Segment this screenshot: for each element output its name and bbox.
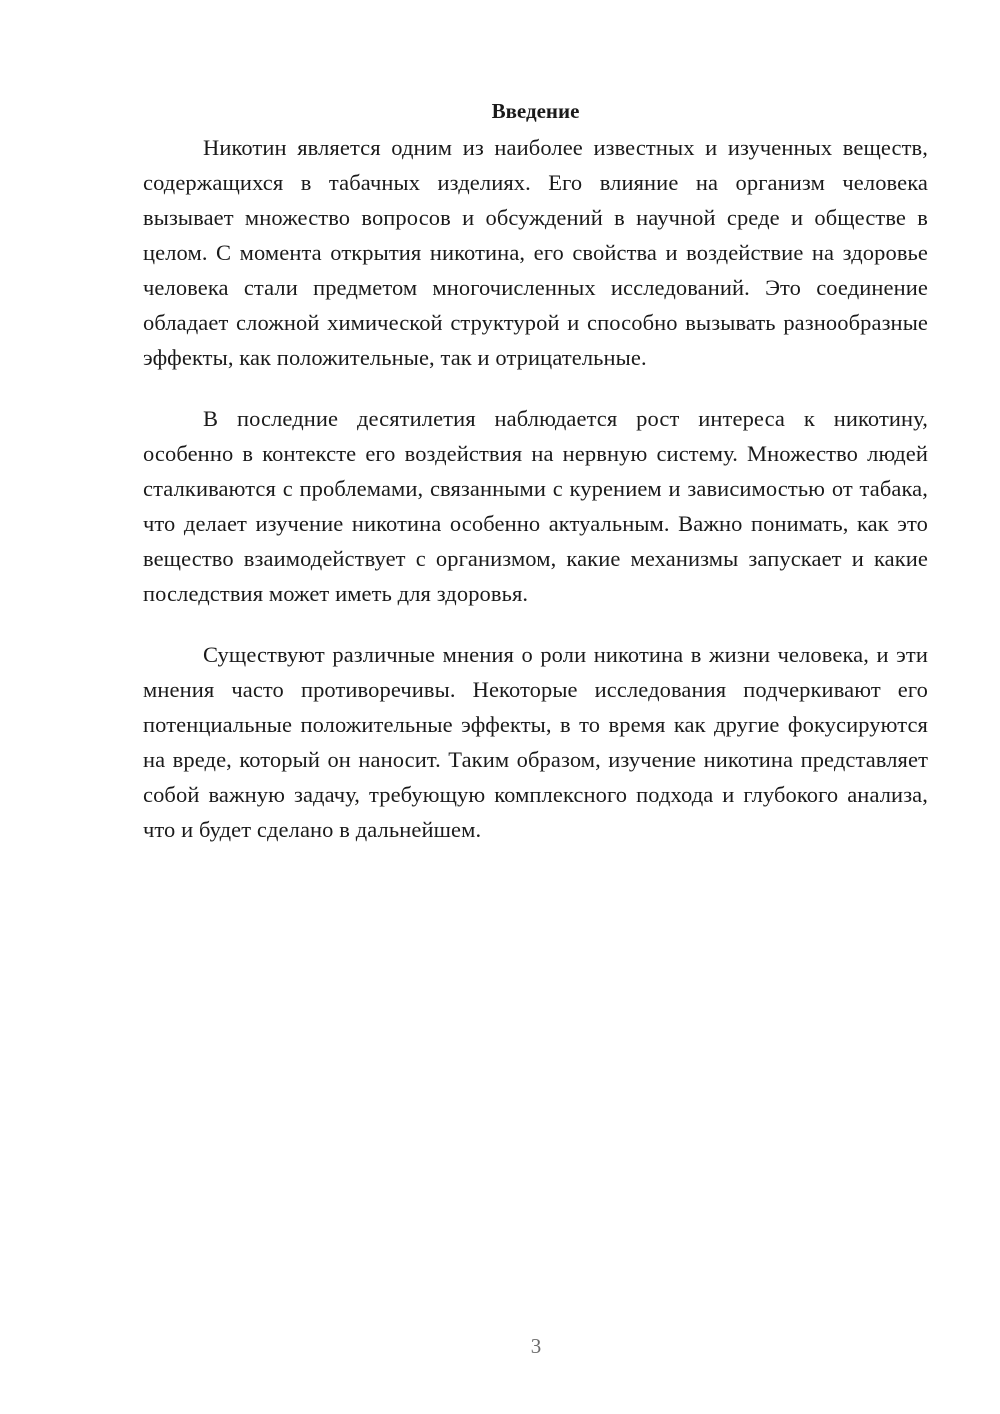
section-title: Введение — [491, 99, 580, 123]
page-number: 3 — [530, 1334, 542, 1358]
paragraph-2: В последние десятилетия наблюдается рост интереса к никотину, особенно в контексте его воздействия на нервную систему. Множество людей сталкиваются с проблемами, связанными с курением и зависимостью от табака, что делает изучение никотина особенно актуальным. Важно понимать, как это вещество взаимодействует с организмом, какие механизмы запускает и какие последствия может иметь для здоровья. — [143, 406, 928, 606]
paragraph-1: Никотин является одним из наиболее известных и изученных веществ, содержащихся в табачных изделиях. Его влияние на организм человека вызывает множество вопросов и обсуждений в научной среде и обществе в целом. С момента открытия никотина, его свойства и воздействие на здоровье человека стали предметом многочисленных исследований. Это соединение обладает сложной химической структурой и способно вызывать разнообразные эффекты, как положительные, так и отрицательные. — [143, 135, 928, 370]
page-content — [143, 96, 928, 873]
paragraph-3: Существуют различные мнения о роли никотина в жизни человека, и эти мнения часто противоречивы. Некоторые исследования подчеркивают его потенциальные положительные эффекты, в то время как другие фокусируются на вреде, который он наносит. Таким образом, изучение никотина представляет собой важную задачу, требующую комплексного подхода и глубокого анализа, что и будет сделано в дальнейшем. — [143, 642, 928, 842]
